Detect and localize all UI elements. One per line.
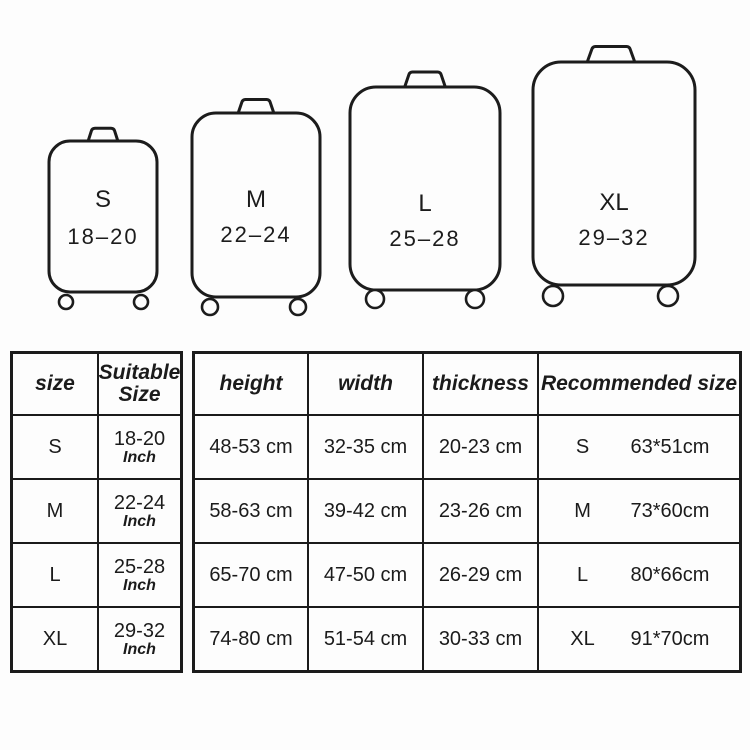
- inch-unit: Inch: [123, 448, 156, 466]
- suitcase-size-range: 22–24: [220, 222, 292, 247]
- recommended-size-dims: 80*66cm: [630, 563, 710, 586]
- suitcase-icon: [44, 122, 162, 314]
- dimension-table-header-thickness: thickness: [424, 354, 537, 414]
- size-table-header-suitable: Suitable Size: [99, 354, 180, 414]
- recommended-size-letter: M: [574, 499, 591, 522]
- suitcase-size-label: M: [246, 186, 266, 213]
- inch-unit: Inch: [123, 576, 156, 594]
- size-table-cell-size: L: [13, 544, 97, 606]
- suitcase-size-range: 25–28: [389, 226, 461, 251]
- height-cell: 65-70 cm: [195, 544, 307, 606]
- inch-range: 22-24: [113, 491, 166, 514]
- size-table-cell-size: XL: [13, 608, 97, 670]
- recommended-size-dims: 73*60cm: [630, 499, 710, 522]
- recommended-size-cell: [539, 416, 739, 478]
- inch-range: 25-28: [113, 555, 166, 578]
- height-cell: 58-63 cm: [195, 480, 307, 542]
- size-table-cell-size: S: [13, 416, 97, 478]
- width-cell: 47-50 cm: [309, 544, 422, 606]
- inch-unit: Inch: [123, 640, 156, 658]
- suitcase-size-label: S: [94, 186, 111, 213]
- suitcase-m: [188, 96, 324, 320]
- size-table-cell-size: M: [13, 480, 97, 542]
- dimension-table-header-height: height: [195, 354, 307, 414]
- recommended-size-cell: [539, 544, 739, 606]
- suitcase-size-range: 29–32: [578, 225, 650, 250]
- recommended-size-cell: [539, 608, 739, 670]
- dimension-table-header-recommended: Recommended size: [539, 354, 739, 414]
- size-table-header-size: size: [13, 354, 97, 414]
- recommended-size-cell: [539, 480, 739, 542]
- inch-range: 18-20: [113, 427, 166, 450]
- size-table-cell-suitable: [99, 608, 180, 670]
- inch-range: 29-32: [113, 619, 166, 642]
- suitcase-icon: [529, 42, 699, 312]
- recommended-size-letter: S: [575, 435, 590, 458]
- size-table-cell-suitable: [99, 544, 180, 606]
- size-table-cell-suitable: [99, 416, 180, 478]
- suitcase-size-range: 18–20: [67, 224, 139, 249]
- width-cell: 32-35 cm: [309, 416, 422, 478]
- inch-unit: Inch: [123, 512, 156, 530]
- width-cell: 39-42 cm: [309, 480, 422, 542]
- suitcase-size-label: L: [418, 190, 432, 217]
- width-cell: 51-54 cm: [309, 608, 422, 670]
- suitcase-l: [346, 68, 504, 312]
- thickness-cell: 26-29 cm: [424, 544, 537, 606]
- dimension-table-header-width: width: [309, 354, 422, 414]
- dimension-table: [192, 351, 742, 673]
- size-table: [10, 351, 183, 673]
- thickness-cell: 30-33 cm: [424, 608, 537, 670]
- thickness-cell: 20-23 cm: [424, 416, 537, 478]
- thickness-cell: 23-26 cm: [424, 480, 537, 542]
- suitcase-s: [44, 122, 162, 314]
- recommended-size-letter: XL: [570, 627, 595, 650]
- recommended-size-dims: 91*70cm: [630, 627, 710, 650]
- size-table-cell-suitable: [99, 480, 180, 542]
- height-cell: 48-53 cm: [195, 416, 307, 478]
- recommended-size-dims: 63*51cm: [630, 435, 710, 458]
- suitcase-size-label: XL: [599, 189, 629, 216]
- suitcase-xl: [529, 42, 699, 312]
- recommended-size-letter: L: [576, 563, 589, 586]
- height-cell: 74-80 cm: [195, 608, 307, 670]
